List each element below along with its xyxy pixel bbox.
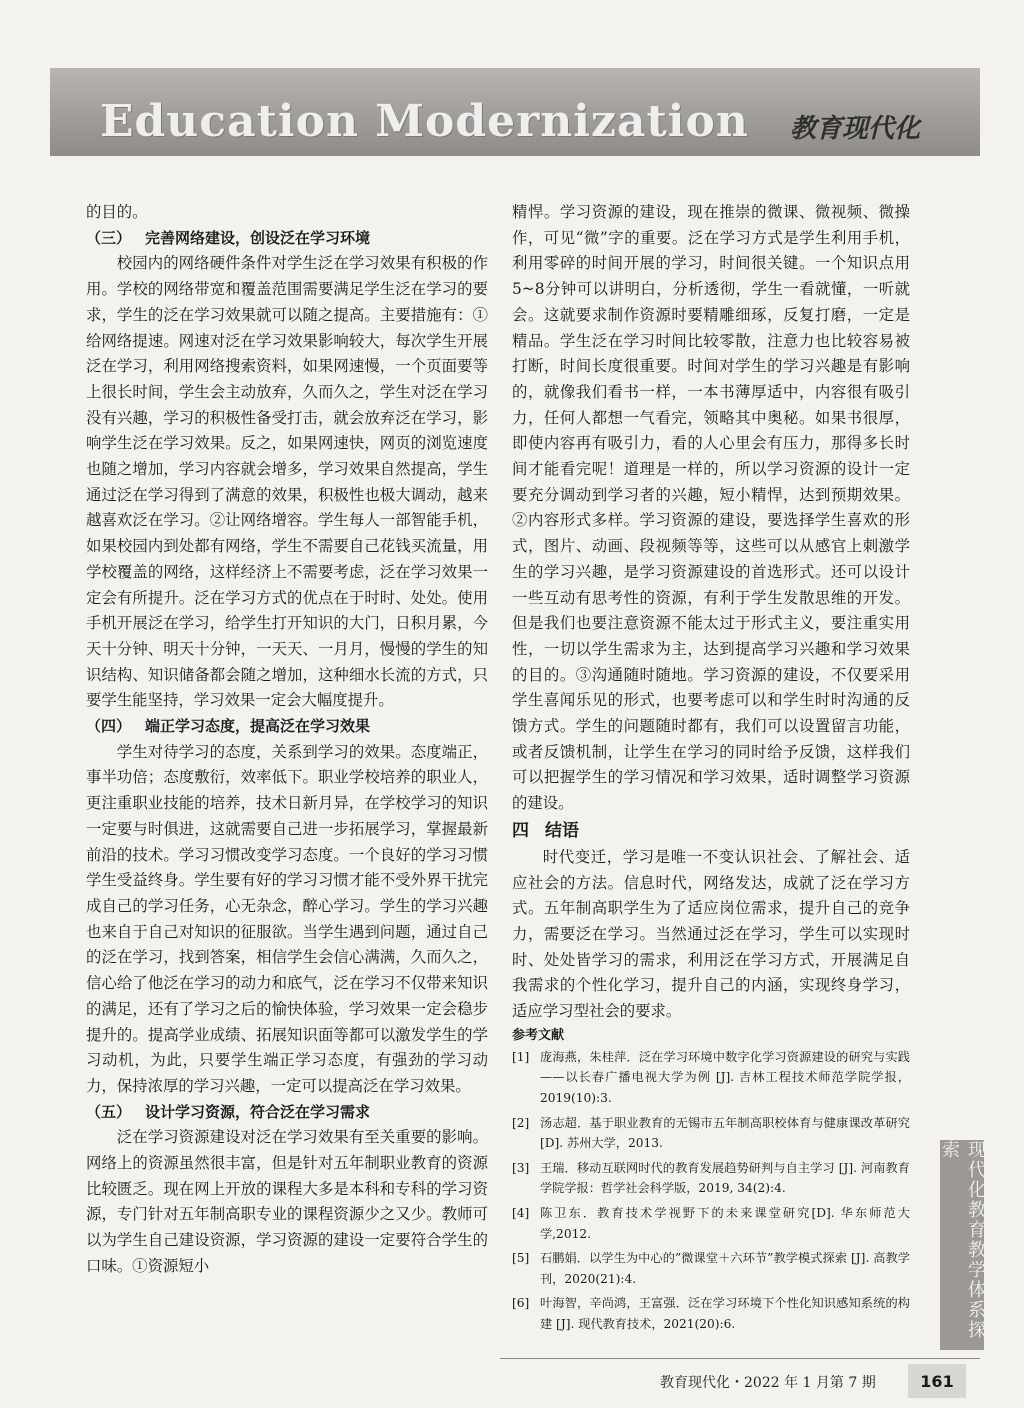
subsection-title: 设计学习资源，符合泛在学习需求 [145,1102,371,1121]
subsection-title: 完善网络建设，创设泛在学习环境 [145,228,371,247]
footer-rule [500,1358,980,1359]
paragraph-continuation: 精悍。学习资源的建设，现在推崇的微课、微视频、微操作，可见“微”字的重要。泛在学习方式是学生利用手机，利用零碎的时间开展的学习，时间很关键。一个知识点用5~8分钟可以讲明白，分析透彻，学生一看就懂，一听就会。这就要求制作资源时要精雕细琢，反复打磨，一定是精品。学生泛在学习时间比较零散，注意力也比较容易被打断，时间长度很重要。时间对学生的学习兴趣是有影响的，就像我们看书一样，一本书薄厚适中，内容很有吸引力，任何人都想一气看完，领略其中奥秘。如果书很厚，即使内容再有吸引力，看的人心里会有压力，那得多长时间才能看完呢！道理是一样的，所以学习资源的设计一定要充分调动到学习者的兴趣，短小精悍，达到预期效果。②内容形式多样。学习资源的建设，要选择学生喜欢的形式，图片、动画、段视频等等，这些可以从感官上刺激学生的学习兴趣，是学习资源建设的首选形式。还可以设计一些互动有思考性的资源，有利于学生发散思维的开发。但是我们也要注意资源不能太过于形式主义，要注重实用性，一切以学生需求为主，达到提高学习兴趣和学习效果的目的。③沟通随时随地。学习资源的建设，不仅要采用学生喜闻乐见的形式，也要考虑可以和学生时时沟通的反馈方式。学生的问题随时都有，我们可以设置留言功能，或者反馈机制，让学生在学习的同时给予反馈，这样我们可以把握学生的学习情况和学习效果，适时调整学习资源的建设。 [512,203,910,813]
paragraph: 学生对待学习的态度，关系到学习的效果。态度端正，事半功倍；态度敷衍，效率低下。职业学校培养的职业人，更注重职业技能的培养，技术日新月异，在学校学习的知识一定要与时俱进，这就需要自己进一步拓展学习，掌握最新前沿的技术。学习习惯改变学习态度。一个良好的学习习惯学生受益终身。学生要有好的学习习惯才能不受外界干扰完成自己的学习任务，心无杂念，醉心学习。学生的学习兴趣也来自于自己对知识的征服欲。当学生遇到问题，通过自己的泛在学习，找到答案，相信学生会信心满满，久而久之，信心给了他泛在学习的动力和底气，泛在学习不仅带来知识的满足，还有了学习之后的愉快体验，学习效果一定会稳步提升的。提高学业成绩、拓展知识面等都可以激发学生的学习动机，为此，只要学生端正学习态度，有强劲的学习动力，保持浓厚的学习兴趣，一定可以提高泛在学习效果。 [86,742,488,1095]
paragraph-continuation: 的目的。 [86,203,148,221]
reference-number: [1] [512,1049,530,1064]
subsection-title: 端正学习态度，提高泛在学习效果 [145,717,371,736]
reference-text: 陈卫东．教育技术学视野下的未来课堂研究[D]. 华东师范大学,2012. [540,1205,910,1241]
right-column [512,200,910,1339]
footer-journal-issue: 教育现代化・2022 年 1 月第 7 期 [660,1375,876,1391]
reference-item [512,1248,910,1289]
section-heading-conclusion [512,817,910,845]
subsection-heading-3 [86,226,488,252]
subsection-heading-5 [86,1100,488,1126]
references-title: 参考文献 [512,1027,565,1043]
reference-item [512,1158,910,1199]
reference-number: [3] [512,1160,530,1175]
reference-item [512,1293,910,1334]
section-number: 四 [512,820,529,841]
reference-number: [5] [512,1251,530,1266]
reference-number: [6] [512,1296,530,1311]
subsection-number: （三） [86,228,132,247]
journal-logo: 教育现代化 [790,114,921,144]
journal-banner-title: Education Modernization [100,96,749,147]
left-column [86,200,488,1280]
subsection-heading-4 [86,714,488,740]
paragraph: 泛在学习资源建设对泛在学习效果有至关重要的影响。网络上的资源虽然很丰富，但是针对五年制职业教育的资源比较匮乏。现在网上开放的课程大多是本科和专科的学习资源，专门针对五年制高职专业的课程资源少之又少。教师可以为学生自己建设资源，学习资源的建设一定要符合学生的口味。①资源短小 [86,1128,488,1275]
paragraph: 时代变迁，学习是唯一不变认识社会、了解社会、适应社会的方法。信息时代，网络发达，成就了泛在学习方式。五年制高职学生为了适应岗位需求，提升自己的竞争力，需要泛在学习。当然通过泛在学习，学生可以实现时时、处处皆学习的需求，利用泛在学习方式，开展满足自我需求的个性化学习，提升自己的内涵，实现终身学习，适应学习型社会的要求。 [512,847,910,1021]
subsection-number: （五） [86,1102,132,1121]
reference-text: 叶海智，辛尚鸿，王富强．泛在学习环境下个性化知识感知系统的构建 [J]. 现代教育技术，2021(20):6. [540,1296,910,1331]
references-list [512,1047,910,1335]
reference-item [512,1113,910,1154]
reference-text: 庞海燕，朱桂萍．泛在学习环境中数字化学习资源建设的研究与实践——以长春广播电视大学为例 [J]. 吉林工程技术师范学院学报，2019(10):3. [540,1049,910,1105]
section-side-tab: 现代化教育教学体系探索 [940,1140,984,1350]
reference-text: 王瑞．移动互联网时代的教育发展趋势研判与自主学习 [J]. 河南教育学院学报：哲学社会科学版，2019, 34(2):4. [540,1160,910,1196]
reference-number: [2] [512,1115,530,1130]
subsection-number: （四） [86,717,132,736]
reference-item [512,1047,910,1109]
reference-text: 汤志超．基于职业教育的无锡市五年制高职校体育与健康课改革研究 [D]. 苏州大学，2013. [540,1115,910,1151]
paragraph: 校园内的网络硬件条件对学生泛在学习效果有积极的作用。学校的网络带宽和覆盖范围需要满足学生泛在学习的要求，学生的泛在学习效果就可以随之提高。主要措施有：①给网络提速。网速对泛在学习效果影响较大，每次学生开展泛在学习，利用网络搜索资料，如果网速慢，一个页面要等上很长时间，学生会主动放弃，久而久之，学生对泛在学习没有兴趣，学习的积极性备受打击，就会放弃泛在学习，影响学生泛在学习效果。反之，如果网速快，网页的浏览速度也随之增加，学习内容就会增多，学习效果自然提高，学生通过泛在学习得到了满意的效果，积极性也极大调动，越来越喜欢泛在学习。②让网络增容。学生每人一部智能手机，如果校园内到处都有网络，学生不需要自己花钱买流量，用学校覆盖的网络，这样经济上不需要考虑，泛在学习效果一定会有所提升。泛在学习方式的优点在于时时、处处。使用手机开展泛在学习，给学生打开知识的大门，日积月累，今天十分钟、明天十分钟，一天天、一月月，慢慢的学生的知识结构、知识储备都会随之增加，这种细水长流的方式，只要学生能坚持，学习效果一定会大幅度提升。 [86,254,488,710]
reference-item [512,1203,910,1244]
reference-number: [4] [512,1205,530,1220]
section-title: 结语 [545,820,579,841]
reference-text: 石鹏娟．以学生为中心的”微课堂＋六环节”教学模式探索 [J]. 高教学刊，2020(21):4. [540,1251,910,1286]
page-number: 161 [908,1364,966,1398]
